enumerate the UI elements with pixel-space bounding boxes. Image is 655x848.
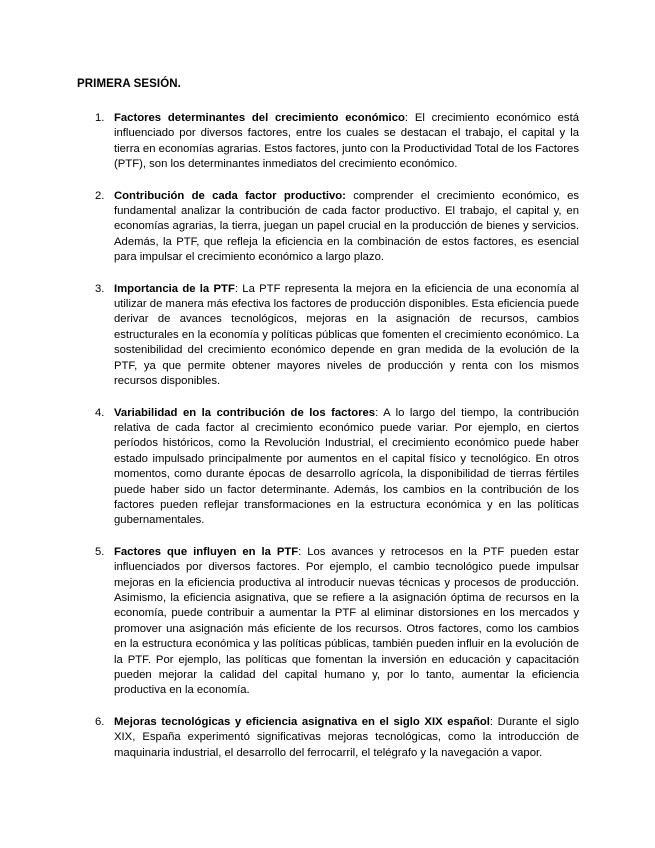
item-number: 2. <box>95 189 105 202</box>
item-title: Factores determinantes del crecimiento económico <box>114 112 405 124</box>
item-text: El crecimiento económico está influenciado por diversos factores, entre los cuales se destacan el trabajo, el capital y la tierra en economías agrarias. Estos factores, junto con la Productividad Total de los Factores (PTF), son los determinantes inmediatos del crecimiento económico. <box>114 112 579 171</box>
item-title: Factores que influyen en la PTF <box>114 545 299 558</box>
item-number: 5. <box>95 545 105 558</box>
item-title-separator: : <box>375 406 379 419</box>
list-item <box>77 715 579 761</box>
numbered-list <box>77 111 579 761</box>
item-number: 4. <box>95 406 105 419</box>
item-text: La PTF representa la mejora en la eficiencia de una economía al utilizar de manera más efectiva los factores de producción disponibles. Esta eficiencia puede derivar de avances tecnológicos, mejoras en la asignación de recursos, cambios estructurales en la economía y políticas públicas que fomenten el crecimiento económico. La sostenibilidad del crecimiento económico depende en gran medida de la evolución de la PTF, ya que permite obtener mayores niveles de producción y renta con los mismos recursos disponibles. <box>114 282 580 388</box>
item-title: Mejoras tecnológicas y eficiencia asignativa en el siglo XIX español <box>114 715 490 728</box>
document-heading: PRIMERA SESIÓN. <box>77 78 181 90</box>
list-item <box>77 111 579 173</box>
list-item <box>77 189 579 266</box>
item-title-separator: : <box>298 545 302 558</box>
item-text: A lo largo del tiempo, la contribución relativa de cada factor al crecimiento económico puede variar. Por ejemplo, en ciertos períodos históricos, como la Revolución Industrial, el crecimiento económico puede haber estado impulsado principalmente por aumentos en el capital físico y tecnológico. En otros momentos, como durante épocas de desarrollo agrícola, la disponibilidad de tierras fértiles puede haber sido un factor determinante. Además, los cambios en la contribución de los factores pueden reflejar transformaciones en la estructura económica y en las políticas gubernamentales. <box>114 406 580 527</box>
item-title-separator: : <box>489 715 494 728</box>
item-text: comprender el crecimiento económico, es fundamental analizar la contribución de cada factor productivo. El trabajo, el capital y, en economías agrarias, la tierra, juegan un papel crucial en la producción de bienes y servicios. Además, la PTF, que refleja la eficiencia en la combinación de estos factores, es esencial para impulsar el crecimiento económico a largo plazo. <box>114 189 580 264</box>
item-title: Importancia de la PTF <box>114 282 235 295</box>
item-title-separator: : <box>234 282 238 295</box>
list-item <box>77 545 579 699</box>
list-item <box>77 282 579 390</box>
item-number: 3. <box>95 282 105 295</box>
item-title: Variabilidad en la contribución de los factores <box>114 406 376 419</box>
item-text: Durante el siglo XIX, España experimentó significativas mejoras tecnológicas, como la introducción de maquinaria industrial, el desarrollo del ferrocarril, el telégrafo y la navegación a vapor. <box>114 715 579 759</box>
list-item <box>77 406 579 529</box>
item-title-separator: : <box>404 112 409 124</box>
item-text: Los avances y retrocesos en la PTF pueden estar influenciados por diversos factores. Por ejemplo, el cambio tecnológico puede impulsar mejoras en la eficiencia productiva al introducir nuevas técnicas y procesos de producción. Asimismo, la eficiencia asignativa, que se refiere a la asignación óptima de recursos en la economía, puede contribuir a aumentar la PTF al eliminar distorsiones en los mercados y promover una asignación más eficiente de los recursos. Otros factores, como los cambios en la estructura económica y las políticas públicas, también pueden influir en la evolución de la PTF. Por ejemplo, las políticas que fomentan la inversión en educación y capacitación pueden mejorar la calidad del capital humano y, por lo tanto, aumentar la eficiencia productiva en la economía. <box>114 545 579 697</box>
item-number: 1. <box>95 112 105 124</box>
item-title: Contribución de cada factor productivo: <box>114 189 346 202</box>
item-number: 6. <box>95 715 105 728</box>
